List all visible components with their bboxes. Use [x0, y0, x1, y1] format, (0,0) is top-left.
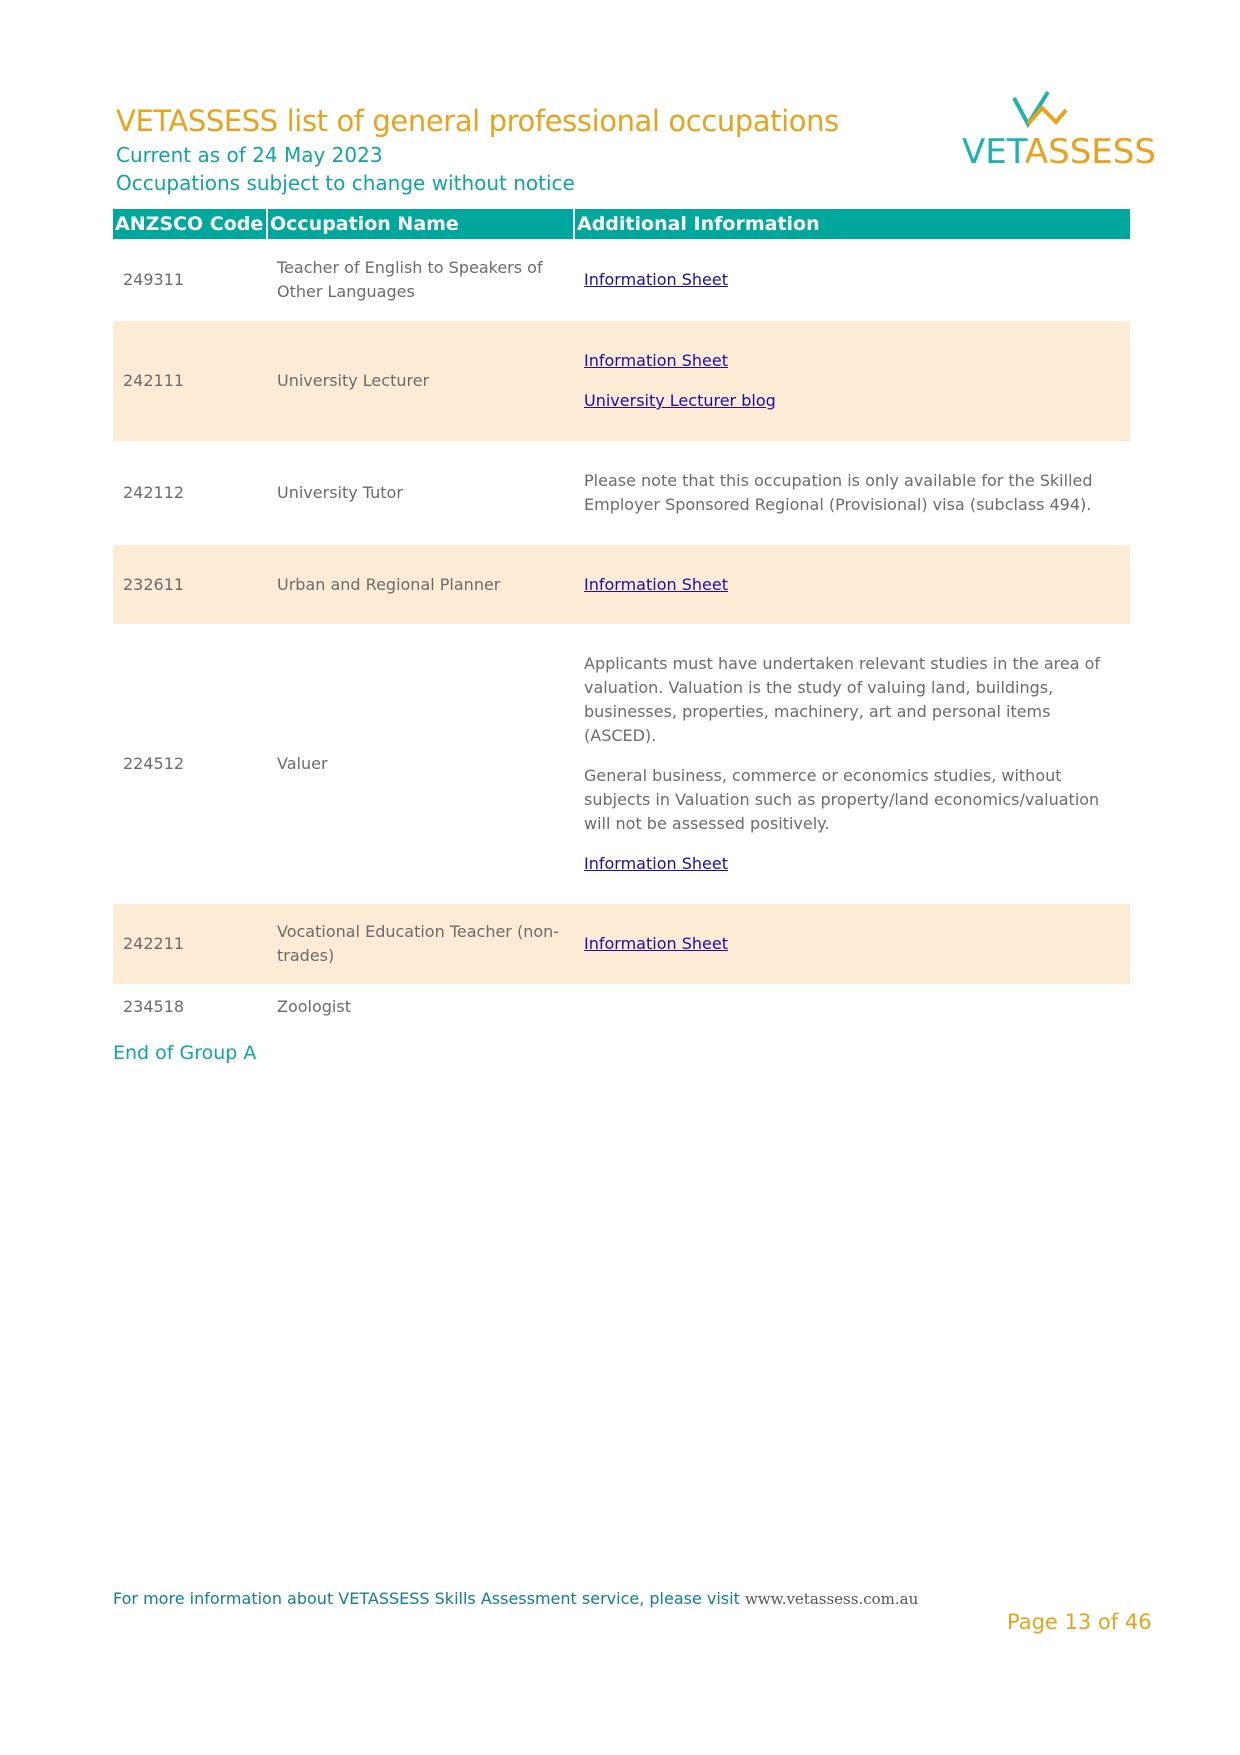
- university-lecturer-blog-link[interactable]: University Lecturer blog: [584, 391, 776, 410]
- anzsco-code: 224512: [123, 754, 185, 773]
- occupation-name: University Tutor: [277, 483, 403, 502]
- availability-note: Please note that this occupation is only available for the Skilled Employer Sponsored Regional (Provisional) visa (subclass 494).: [584, 471, 1093, 514]
- occupation-name: University Lecturer: [267, 321, 574, 441]
- information-sheet-link[interactable]: Information Sheet: [584, 934, 728, 953]
- additional-info: [574, 984, 1130, 1030]
- header-occupation-name: Occupation Name: [267, 209, 574, 239]
- occupation-table: [113, 209, 1130, 1030]
- occupation-name: Vocational Education Teacher (non-trades): [267, 904, 574, 984]
- information-sheet-link[interactable]: Information Sheet: [584, 854, 728, 873]
- vetassess-logo: [962, 88, 1156, 178]
- table-row: [113, 904, 1130, 984]
- general-business-note: General business, commerce or economics studies, without subjects in Valuation such as property/land economics/valuation will not be assessed positively.: [584, 766, 1100, 833]
- information-sheet-link[interactable]: Information Sheet: [584, 351, 728, 370]
- footer-text: For more information about VETASSESS Skills Assessment service, please visit: [113, 1589, 740, 1608]
- additional-info: [574, 321, 1130, 441]
- document-title: VETASSESS list of general professional occupations: [116, 104, 839, 138]
- additional-info: [574, 441, 1130, 545]
- logo-text-assess: ASSESS: [1024, 132, 1156, 172]
- table-row: [113, 239, 1130, 321]
- anzsco-code: 249311: [123, 270, 185, 289]
- table-row: [113, 321, 1130, 441]
- footer-website-link[interactable]: www.vetassess.com.au: [744, 1590, 919, 1608]
- additional-info: [574, 239, 1130, 321]
- occupation-name: Valuer: [277, 754, 328, 773]
- logo-text-vet: VET: [962, 132, 1025, 172]
- information-sheet-link[interactable]: Information Sheet: [584, 270, 728, 289]
- table-row: [113, 545, 1130, 624]
- end-of-group-label: End of Group A: [113, 1042, 257, 1064]
- change-notice: Occupations subject to change without notice: [116, 171, 575, 195]
- footer-info: [113, 1589, 918, 1608]
- valuation-studies-note: Applicants must have undertaken relevant studies in the area of valuation. Valuation is the study of valuing land, buildings, businesses, properties, machinery, art and personal items (ASCED).: [584, 654, 1101, 745]
- occupation-name: Teacher of English to Speakers of Other Languages: [277, 258, 543, 301]
- table-row: [113, 441, 1130, 545]
- additional-info: [574, 545, 1130, 624]
- current-as-of: Current as of 24 May 2023: [116, 143, 383, 167]
- occupation-name: Urban and Regional Planner: [267, 545, 574, 624]
- anzsco-code: 242111: [113, 321, 267, 441]
- information-sheet-link[interactable]: Information Sheet: [584, 574, 728, 594]
- header-anzsco-code: ANZSCO Code: [113, 209, 267, 239]
- table-header-row: [113, 209, 1130, 239]
- anzsco-code: 242112: [123, 483, 185, 502]
- anzsco-code: 232611: [113, 545, 267, 624]
- page-number: Page 13 of 46: [1007, 1610, 1152, 1634]
- header-additional-information: Additional Information: [574, 209, 1130, 239]
- logo-wordmark: [962, 132, 1156, 172]
- additional-info: [574, 624, 1130, 904]
- anzsco-code: 242211: [113, 904, 267, 984]
- table-row: [113, 984, 1130, 1030]
- additional-info: [574, 904, 1130, 984]
- anzsco-code: 234518: [123, 997, 185, 1016]
- table-row: [113, 624, 1130, 904]
- occupation-name: Zoologist: [277, 997, 351, 1016]
